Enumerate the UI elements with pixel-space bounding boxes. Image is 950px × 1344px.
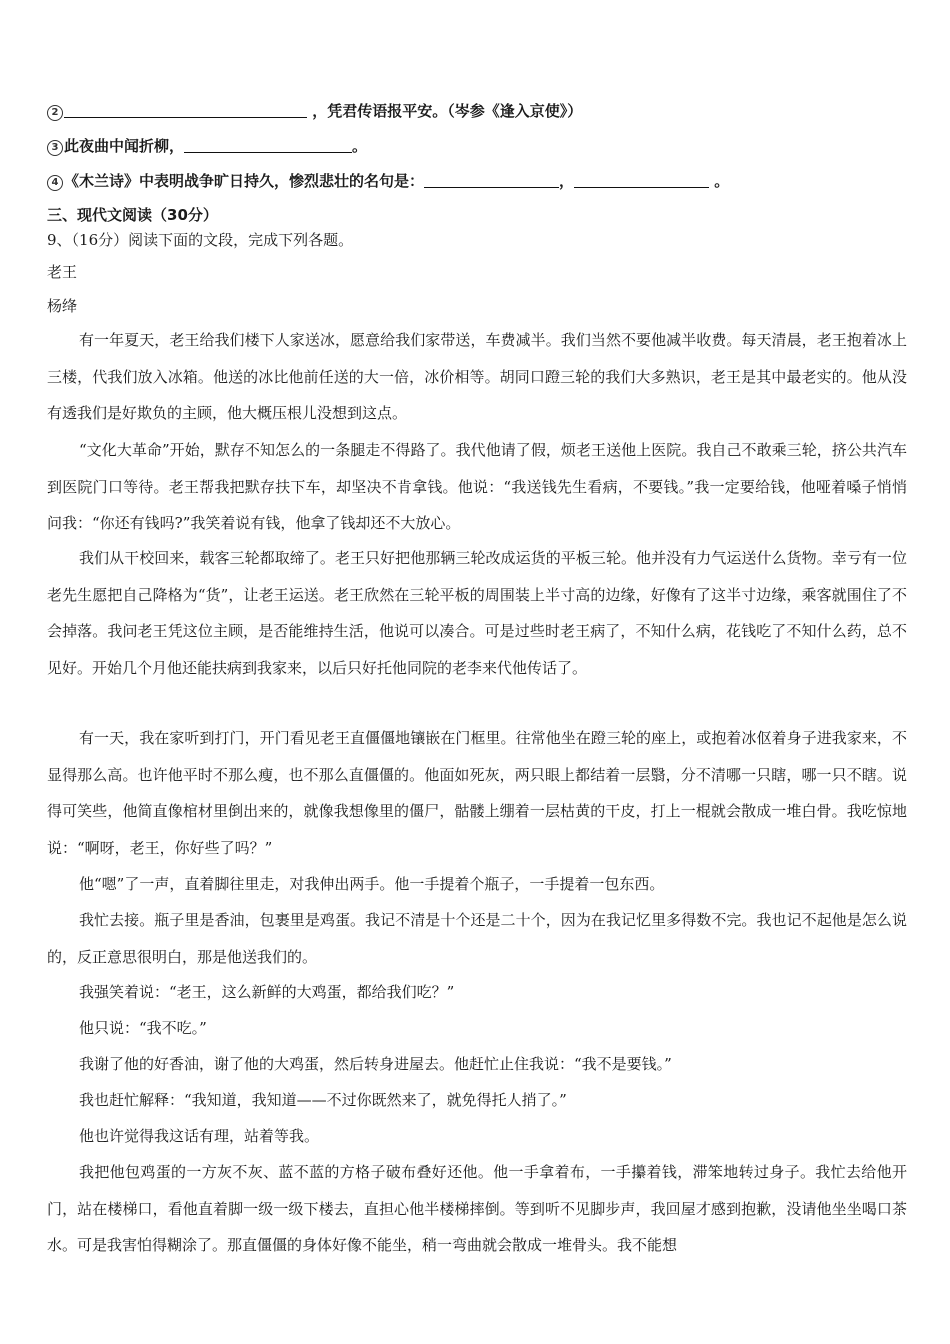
paragraph-10: 我也赶忙解释：“我知道，我知道——不过你既然来了，就免得托人捎了。” bbox=[79, 1091, 567, 1109]
circled-number-4-icon: 4 bbox=[47, 175, 63, 191]
article-author: 杨绛 bbox=[47, 297, 78, 315]
quote-item-4 bbox=[47, 171, 729, 191]
quote-text-2: ，凭君传语报平安。（岑参《逢入京使》） bbox=[312, 102, 583, 120]
quote-text-4: 《木兰诗》中表明战争旷日持久，惨烈悲壮的名句是： bbox=[64, 172, 425, 190]
paragraph-4: 有一天，我在家听到打门，开门看见老王直僵僵地镶嵌在门框里。往常他坐在蹬三轮的座上，或抱着冰伛着身子进我家来，不显得那么高。也许他平时不那么瘦，也不那么直僵僵的。他面如死灰，两只眼上都结着一层翳，分不清哪一只瞎，哪一只不瞎。说得可笑些，他简直像棺材里倒出来的，就像我想像里的僵尸，骷髅上绷着一层枯黄的干皮，打上一棍就会散成一堆白骨。我吃惊地说：“啊呀，老王，你好些了吗？” bbox=[47, 729, 907, 857]
paragraph-12: 我把他包鸡蛋的一方灰不灰、蓝不蓝的方格子破布叠好还他。他一手拿着布，一手攥着钱，滞笨地转过身子。我忙去给他开门，站在楼梯口，看他直着脚一级一级下楼去，直担心他半楼梯摔倒。等到听不见脚步声，我回屋才感到抱歉，没请他坐坐喝口茶水。可是我害怕得糊涂了。那直僵僵的身体好像不能坐，稍一弯曲就会散成一堆骨头。我不能想 bbox=[47, 1163, 907, 1254]
quote-text-3-end: 。 bbox=[352, 137, 368, 155]
article-title: 老王 bbox=[47, 263, 78, 281]
paragraph-5: 他“嗯”了一声，直着脚往里走，对我伸出两手。他一手提着个瓶子，一手提着一包东西。 bbox=[79, 875, 665, 893]
quote-text-3: 此夜曲中闻折柳， bbox=[64, 137, 185, 155]
quote-item-3 bbox=[47, 136, 367, 156]
paragraph-2: “文化大革命”开始，默存不知怎么的一条腿走不得路了。我代他请了假，烦老王送他上医院。我自己不敢乘三轮，挤公共汽车到医院门口等待。老王帮我把默存扶下车，却坚决不肯拿钱。他说：“我送钱先生看病，不要钱。”我一定要给钱，他哑着嗓子悄悄问我：“你还有钱吗?”我笑着说有钱，他拿了钱却还不大放心。 bbox=[47, 441, 907, 532]
question-prompt: 9、（16分）阅读下面的文段，完成下列各题。 bbox=[47, 231, 354, 249]
paragraph-7: 我强笑着说：“老王，这么新鲜的大鸡蛋，都给我们吃？” bbox=[79, 983, 455, 1001]
circled-number-2-icon: 2 bbox=[47, 105, 63, 121]
paragraph-3: 我们从干校回来，载客三轮都取缔了。老王只好把他那辆三轮改成运货的平板三轮。他并没有力气运送什么货物。幸亏有一位老先生愿把自己降格为“货”，让老王运送。老王欣然在三轮平板的周围装上半寸高的边缘，好像有了这半寸边缘，乘客就围住了不会掉落。我问老王凭这位主顾，是否能维持生活，他说可以凑合。可是过些时老王病了，不知什么病，花钱吃了不知什么药，总不见好。开始几个月他还能扶病到我家来，以后只好托他同院的老李来代他传话了。 bbox=[47, 549, 907, 677]
paragraph-11: 他也许觉得我这话有理，站着等我。 bbox=[79, 1127, 320, 1145]
answer-blank-1[interactable] bbox=[64, 103, 307, 118]
paragraph-9: 我谢了他的好香油，谢了他的大鸡蛋，然后转身进屋去。他赶忙止住我说：“我不是要钱。” bbox=[79, 1055, 672, 1073]
quote-item-2 bbox=[47, 101, 582, 121]
paragraph-8: 他只说：“我不吃。” bbox=[79, 1019, 207, 1037]
quote-text-4-end: 。 bbox=[714, 172, 730, 190]
answer-blank-4[interactable] bbox=[574, 173, 709, 188]
answer-blank-2[interactable] bbox=[184, 138, 352, 153]
section-title: 三、现代文阅读（30分） bbox=[47, 206, 218, 224]
circled-number-3-icon: 3 bbox=[47, 140, 63, 156]
quote-text-4-mid: ， bbox=[559, 172, 575, 190]
paragraph-6: 我忙去接。瓶子里是香油，包裹里是鸡蛋。我记不清是十个还是二十个，因为在我记忆里多得数不完。我也记不起他是怎么说的，反正意思很明白，那是他送我们的。 bbox=[47, 911, 907, 966]
answer-blank-3[interactable] bbox=[424, 173, 559, 188]
paragraph-1: 有一年夏天，老王给我们楼下人家送冰，愿意给我们家带送，车费减半。我们当然不要他减半收费。每天清晨，老王抱着冰上三楼，代我们放入冰箱。他送的冰比他前任送的大一倍，冰价相等。胡同口蹬三轮的我们大多熟识，老王是其中最老实的。他从没有透我们是好欺负的主顾，他大概压根儿没想到这点。 bbox=[47, 331, 907, 422]
